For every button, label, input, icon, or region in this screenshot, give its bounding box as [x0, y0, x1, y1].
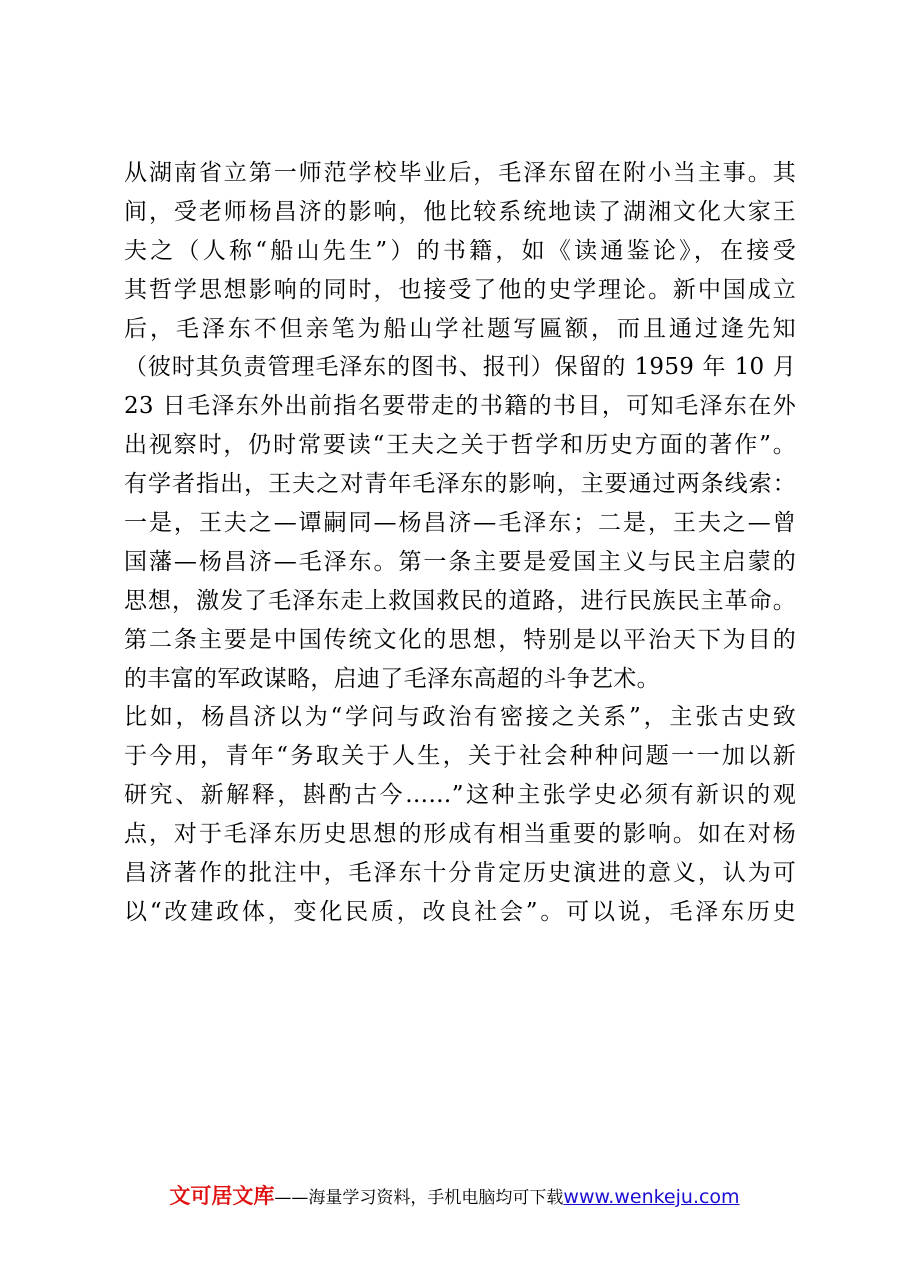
text-line: 比如，杨昌济以为“学问与政治有密接之关系”，主张古史致 [124, 704, 796, 731]
footer-website-link[interactable]: www.wenkeju.com [563, 1186, 740, 1208]
text-line: 23 日毛泽东外出前指名要带走的书籍的书目，可知毛泽东在外 [124, 393, 796, 420]
text-line: 从湖南省立第一师范学校毕业后，毛泽东留在附小当主事。其 [124, 160, 796, 186]
text-line: 思想，激发了毛泽东走上救国救民的道路，进行民族民主革命。 [124, 587, 796, 614]
text-line: 研究、新解释，斟酌古今……”这种主张学史必须有新识的观 [124, 782, 796, 809]
footer-tagline: ——海量学习资料，手机电脑均可下载 [274, 1188, 564, 1208]
page-footer [0, 1180, 909, 1210]
text-line: 间，受老师杨昌济的影响，他比较系统地读了湖湘文化大家王 [124, 198, 796, 225]
text-line: 夫之（人称“船山先生”）的书籍，如《读通鉴论》，在接受 [124, 237, 796, 264]
text-line: 以“改建政体，变化民质，改良社会”。可以说，毛泽东历史 [124, 898, 796, 925]
text-line: 有学者指出，王夫之对青年毛泽东的影响，主要通过两条线索： [124, 471, 796, 498]
text-line: 后，毛泽东不但亲笔为船山学社题写匾额，而且通过逄先知 [124, 315, 796, 342]
text-line: 一是，王夫之—谭嗣同—杨昌济—毛泽东；二是，王夫之—曾 [124, 510, 796, 537]
text-line: 点，对于毛泽东历史思想的形成有相当重要的影响。如在对杨 [124, 821, 796, 848]
text-line: 国藩—杨昌济—毛泽东。第一条主要是爱国主义与民主启蒙的 [124, 548, 796, 575]
text-line: 出视察时，仍时常要读“王夫之关于哲学和历史方面的著作”。 [124, 432, 796, 459]
footer-brand: 文可居文库 [169, 1184, 275, 1208]
text-line: 的丰富的军政谋略，启迪了毛泽东高超的斗争艺术。 [124, 665, 660, 692]
text-line: （彼时其负责管理毛泽东的图书、报刊）保留的 1959 年 10 月 [124, 354, 796, 381]
document-body [124, 154, 796, 932]
text-line: 第二条主要是中国传统文化的思想，特别是以平治天下为目的 [124, 626, 796, 653]
text-line: 于今用，青年“务取关于人生，关于社会种种问题一一加以新 [124, 743, 796, 770]
text-line: 昌济著作的批注中，毛泽东十分肯定历史演进的意义，认为可 [124, 860, 796, 887]
text-line: 其哲学思想影响的同时，也接受了他的史学理论。新中国成立 [124, 276, 796, 303]
